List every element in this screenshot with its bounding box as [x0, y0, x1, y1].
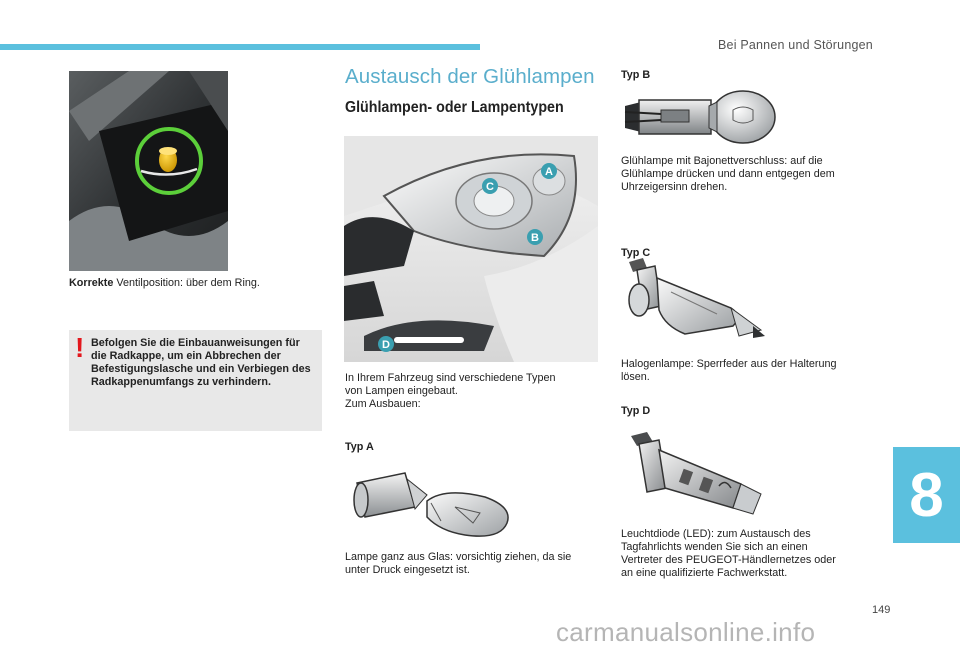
svg-text:C: C [486, 181, 494, 193]
typ-b-text-line: Glühlampe drücken und dann entgegen dem [621, 168, 835, 180]
svg-text:A: A [545, 166, 553, 178]
bulb-type-a-image [345, 465, 515, 543]
watermark: carmanualsonline.info [556, 617, 816, 647]
valve-caption [69, 277, 260, 290]
typ-d-text-line: an eine qualifizierte Fachwerkstatt. [621, 567, 788, 579]
page-title: Austausch der Glühlampen [345, 65, 595, 88]
typ-a-text-line: unter Druck eingesetzt ist. [345, 564, 470, 576]
headlight-image [344, 136, 598, 362]
typ-d-label: Typ D [621, 405, 651, 417]
typ-c-text-line: lösen. [621, 371, 650, 383]
typ-b-text-line: Glühlampe mit Bajonettverschluss: auf die [621, 155, 823, 167]
bulb-type-d-image [621, 428, 771, 520]
typ-a-text [345, 551, 571, 577]
typ-c-label: Typ C [621, 247, 651, 259]
svg-text:D: D [382, 339, 390, 351]
headlight-tag-d [378, 336, 394, 352]
typ-b-text [621, 155, 835, 194]
headlight-tag-c [482, 178, 498, 194]
valve-caption-bold: Korrekte [69, 277, 114, 289]
svg-text:B: B [531, 232, 539, 244]
typ-a-label: Typ A [345, 441, 374, 453]
headlight-tag-a [541, 163, 557, 179]
top-accent-bar [0, 44, 480, 50]
typ-c-text [621, 358, 836, 384]
section-subtitle: Glühlampen- oder Lampentypen [345, 99, 564, 116]
bulb-type-c-image [621, 256, 771, 346]
exclamation-icon: ! [75, 332, 85, 363]
typ-d-text-line: Vertreter des PEUGEOT-Händlernetzes oder [621, 554, 836, 566]
bulb-type-b-image [621, 88, 777, 146]
valve-caption-text: Ventilposition: über dem Ring. [113, 277, 260, 289]
warning-text: Befolgen Sie die Einbauanweisungen für die Radkappe, um ein Abbrechen der Befestigungslasche und ein Verbiegen des Radkappenumfangs zu verhindern. [91, 337, 311, 388]
valve-position-image [69, 71, 228, 271]
intro-line: In Ihrem Fahrzeug sind verschiedene Typen [345, 372, 556, 384]
typ-d-text-line: Leuchtdiode (LED): zum Austausch des [621, 528, 811, 540]
headlight-tag-b [527, 229, 543, 245]
chapter-tab: 8 [893, 447, 960, 543]
intro-line: von Lampen eingebaut. [345, 385, 458, 397]
section-title: Bei Pannen und Störungen [718, 38, 873, 52]
intro-text [345, 372, 555, 411]
warning-box [69, 330, 322, 431]
page-number: 149 [872, 604, 891, 616]
typ-a-text-line: Lampe ganz aus Glas: vorsichtig ziehen, da sie [345, 551, 572, 563]
typ-b-label: Typ B [621, 69, 651, 81]
typ-d-text [621, 528, 836, 580]
typ-c-text-line: Halogenlampe: Sperrfeder aus der Halterung [621, 358, 837, 370]
typ-b-text-line: Uhrzeigersinn drehen. [621, 181, 728, 193]
intro-line: Zum Ausbauen: [345, 398, 421, 410]
typ-d-text-line: Tagfahrlichts wenden Sie sich an einen [621, 541, 808, 553]
